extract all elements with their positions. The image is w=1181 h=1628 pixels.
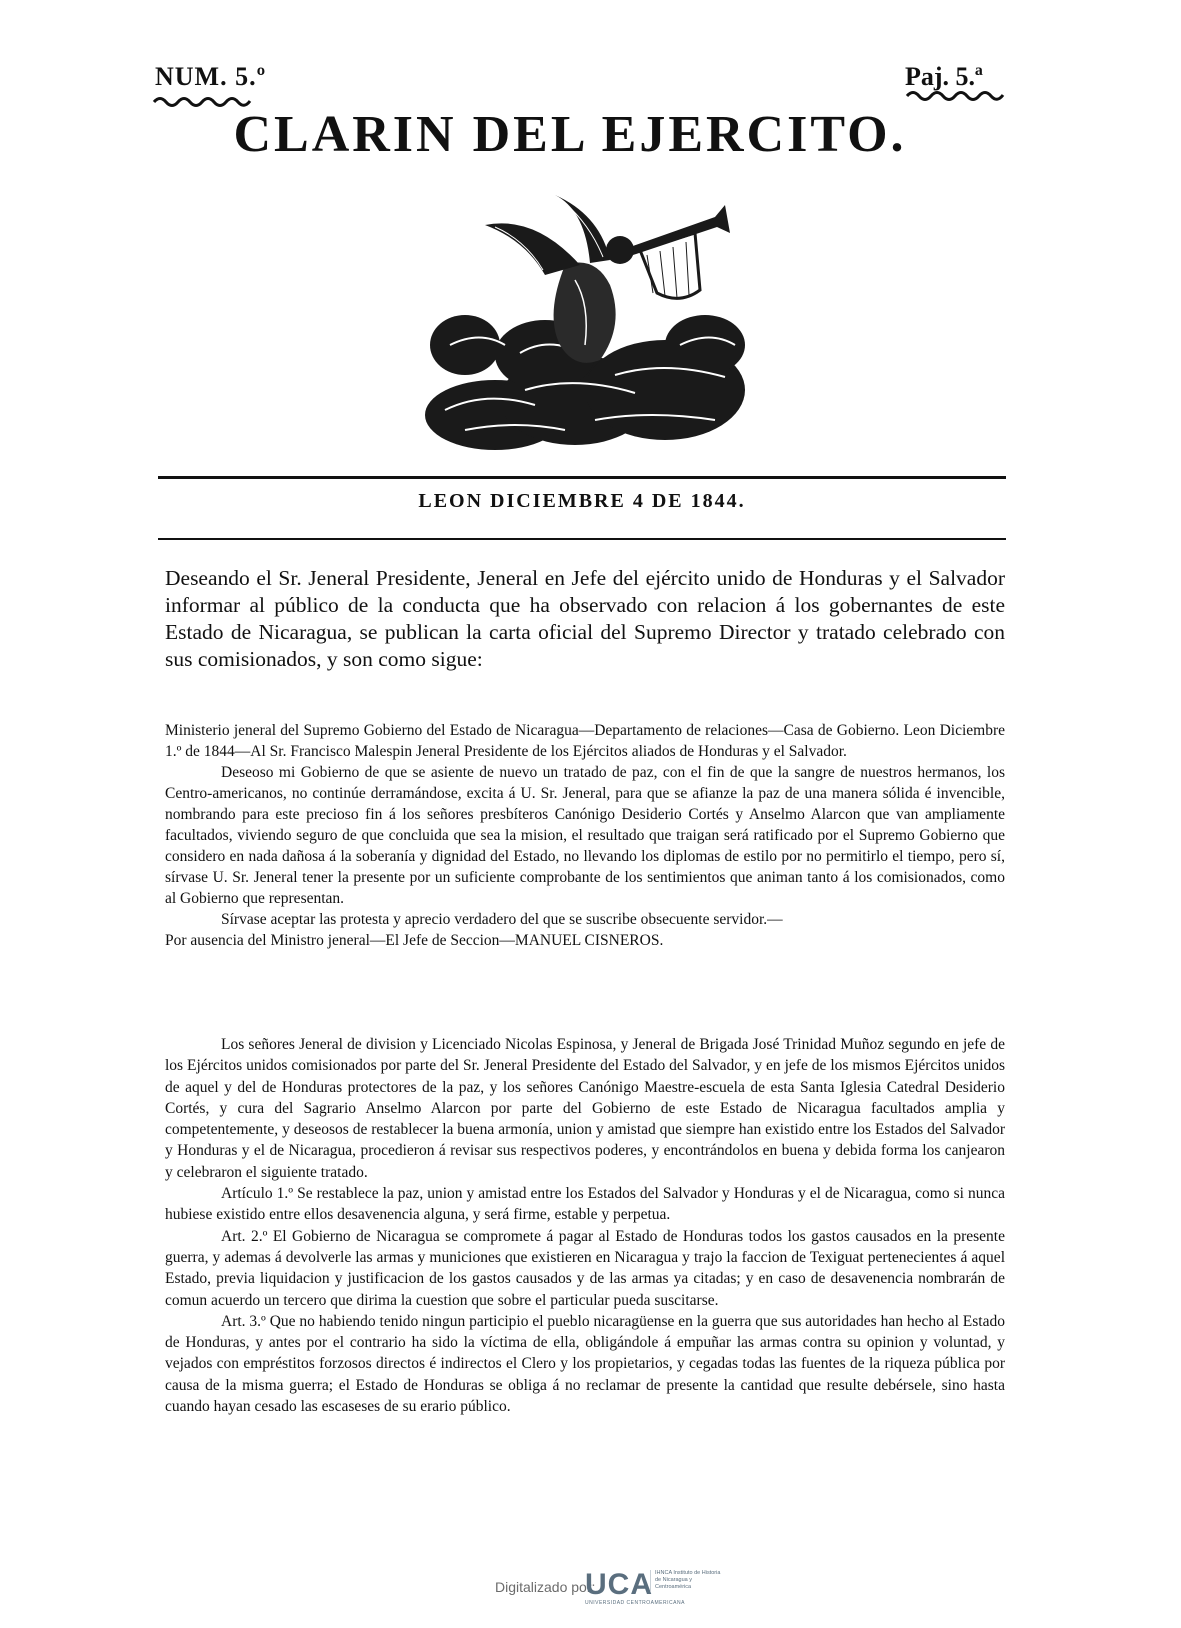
uca-logo: UCA [585, 1568, 653, 1601]
letter-signature: Por ausencia del Ministro jeneral—El Jefe de Seccion—MANUEL CISNEROS. [165, 932, 664, 949]
issue-number: NUM. 5.º [155, 62, 267, 91]
digitized-by-label: Digitalizado por: [495, 1579, 596, 1595]
letter-heading: Ministerio jeneral del Supremo Gobierno del Estado de Nicaragua—Departamento de relaciones—Casa de Gobierno. Leon Diciembre 1.º de 1844—Al Sr. Francisco Malespin Jeneral Presidente de los Ejércitos aliados de Honduras y el Salvador. [165, 722, 1005, 760]
letter-body: Deseoso mi Gobierno de que se asiente de nuevo un tratado de paz, con el fin de que la sangre de nuestros hermanos, los Centro-americanos, no continúe derramándose, excita á U. Sr. Jeneral, para que se afianze la paz de una manera sólida é invencible, nombrando para este precioso fin á los señores presbíteros Canónigo Desiderio Cortés y Anselmo Alarcon que van ampliamente facultados, viviendo seguro de que concluida que sea la mision, el resultado que traigan será ratificado por el Supremo Gobierno que considero en nada dañosa á la soberanía y dignidad del Estado, no llevando los diplomas de estilo por no permitirlo el tiempo, pero sí, sírvase U. Sr. Jeneral tener la presente por un suficiente comprobante de los sentimientos que animan tanto á los comisionados, como al Gobierno que representan. [165, 764, 1005, 907]
official-letter [165, 720, 1005, 951]
masthead-title: CLARIN DEL EJERCITO. [233, 106, 907, 163]
treaty-article-3: Art. 3.º Que no habiendo tenido ningun participio el pueblo nicaragüense en la guerra que sus autoridades han hecho al Estado de Honduras, y antes por el contrario ha sido la víctima de ella, obligándole á empuñar las armas contra su opinion y voluntad, y vejados con empréstitos forzosos directos é indirectos el Clero y los propietarios, y cegadas todas las fuentes de la riqueza pública por causa de la misma guerra; el Estado de Honduras se obliga á no reclamar de presente la cantidad que resulte debérsele, sino hasta cuando hayan cesado las escaseses de su erario público. [165, 1312, 1005, 1416]
treaty-article-2: Art. 2.º El Gobierno de Nicaragua se compromete á pagar al Estado de Honduras todos los gastos causados en la presente guerra, y ademas á devolverle las armas y municiones que existieren en Nicaragua y trajo la faccion de Texiguat pertenecientes á aquel Estado, previa liquidacion y justificacion de los gastos causados y de las armas ya citadas; y en caso de desavenencia nombrarán de comun acuerdo un tercero que dirima la cuestion que sobre el particular pueda suscitarse. [165, 1227, 1005, 1309]
dateline: LEON DICIEMBRE 4 DE 1844. [418, 490, 746, 512]
intro-paragraph: Deseando el Sr. Jeneral Presidente, Jeneral en Jefe del ejército unido de Honduras y el Salvador informar al público de la conducta que ha observado con relacion á los gobernantes de este Estado de Nicaragua, se publican la carta oficial del Supremo Director y tratado celebrado con sus comisionados, y son como sigue: [165, 566, 1005, 671]
angel-with-trumpet-on-clouds-icon [425, 195, 755, 455]
treaty-article-1: Artículo 1.º Se restablece la paz, union y amistad entre los Estados del Salvador y Honduras y el de Nicaragua, como si nunca hubiese existido entre ellos desavenencia alguna, y será firme, estable y perpetua. [165, 1185, 1005, 1224]
bottom-rule [158, 538, 1006, 540]
ihnca-institute-label: IHNCA Instituto de Historia de Nicaragua y Centroamérica [650, 1570, 725, 1591]
top-rule [158, 476, 1006, 479]
digitization-footer [0, 1568, 1181, 1608]
uca-logo-subtitle: UNIVERSIDAD CENTROAMERICANA [585, 1600, 685, 1606]
letter-closing: Sírvase aceptar las protesta y aprecio verdadero del que se suscribe obsecuente servidor.— [221, 911, 783, 928]
treaty-preamble: Los señores Jeneral de division y Licenciado Nicolas Espinosa, y Jeneral de Brigada José Trinidad Muñoz segundo en jefe de los Ejércitos unidos comisionados por parte del Sr. Jeneral Presidente del Estado del Salvador, y en jefe de los mismos Ejércitos unidos de aquel y del de Honduras protectores de la paz, y los señores Canónigo Maestre-escuela de esta Santa Iglesia Catedral Desiderio Cortés, y cura del Sagrario Anselmo Alarcon por parte del Gobierno de este Estado de Nicaragua facultados amplia y competentemente, y deseosos de restablecer la buena armonía, union y amistad que siempre han existido entre los Estados del Salvador y Honduras y el de Nicaragua, procedieron á revisar sus respectivos poderes, y encontrándolos en buena y debida forma los canjearon y celebraron el siguiente tratado. [165, 1036, 1005, 1181]
ornament-swash-right-icon [905, 84, 1005, 106]
treaty-text [165, 1034, 1005, 1417]
page-number: Paj. 5.ª [905, 62, 983, 91]
